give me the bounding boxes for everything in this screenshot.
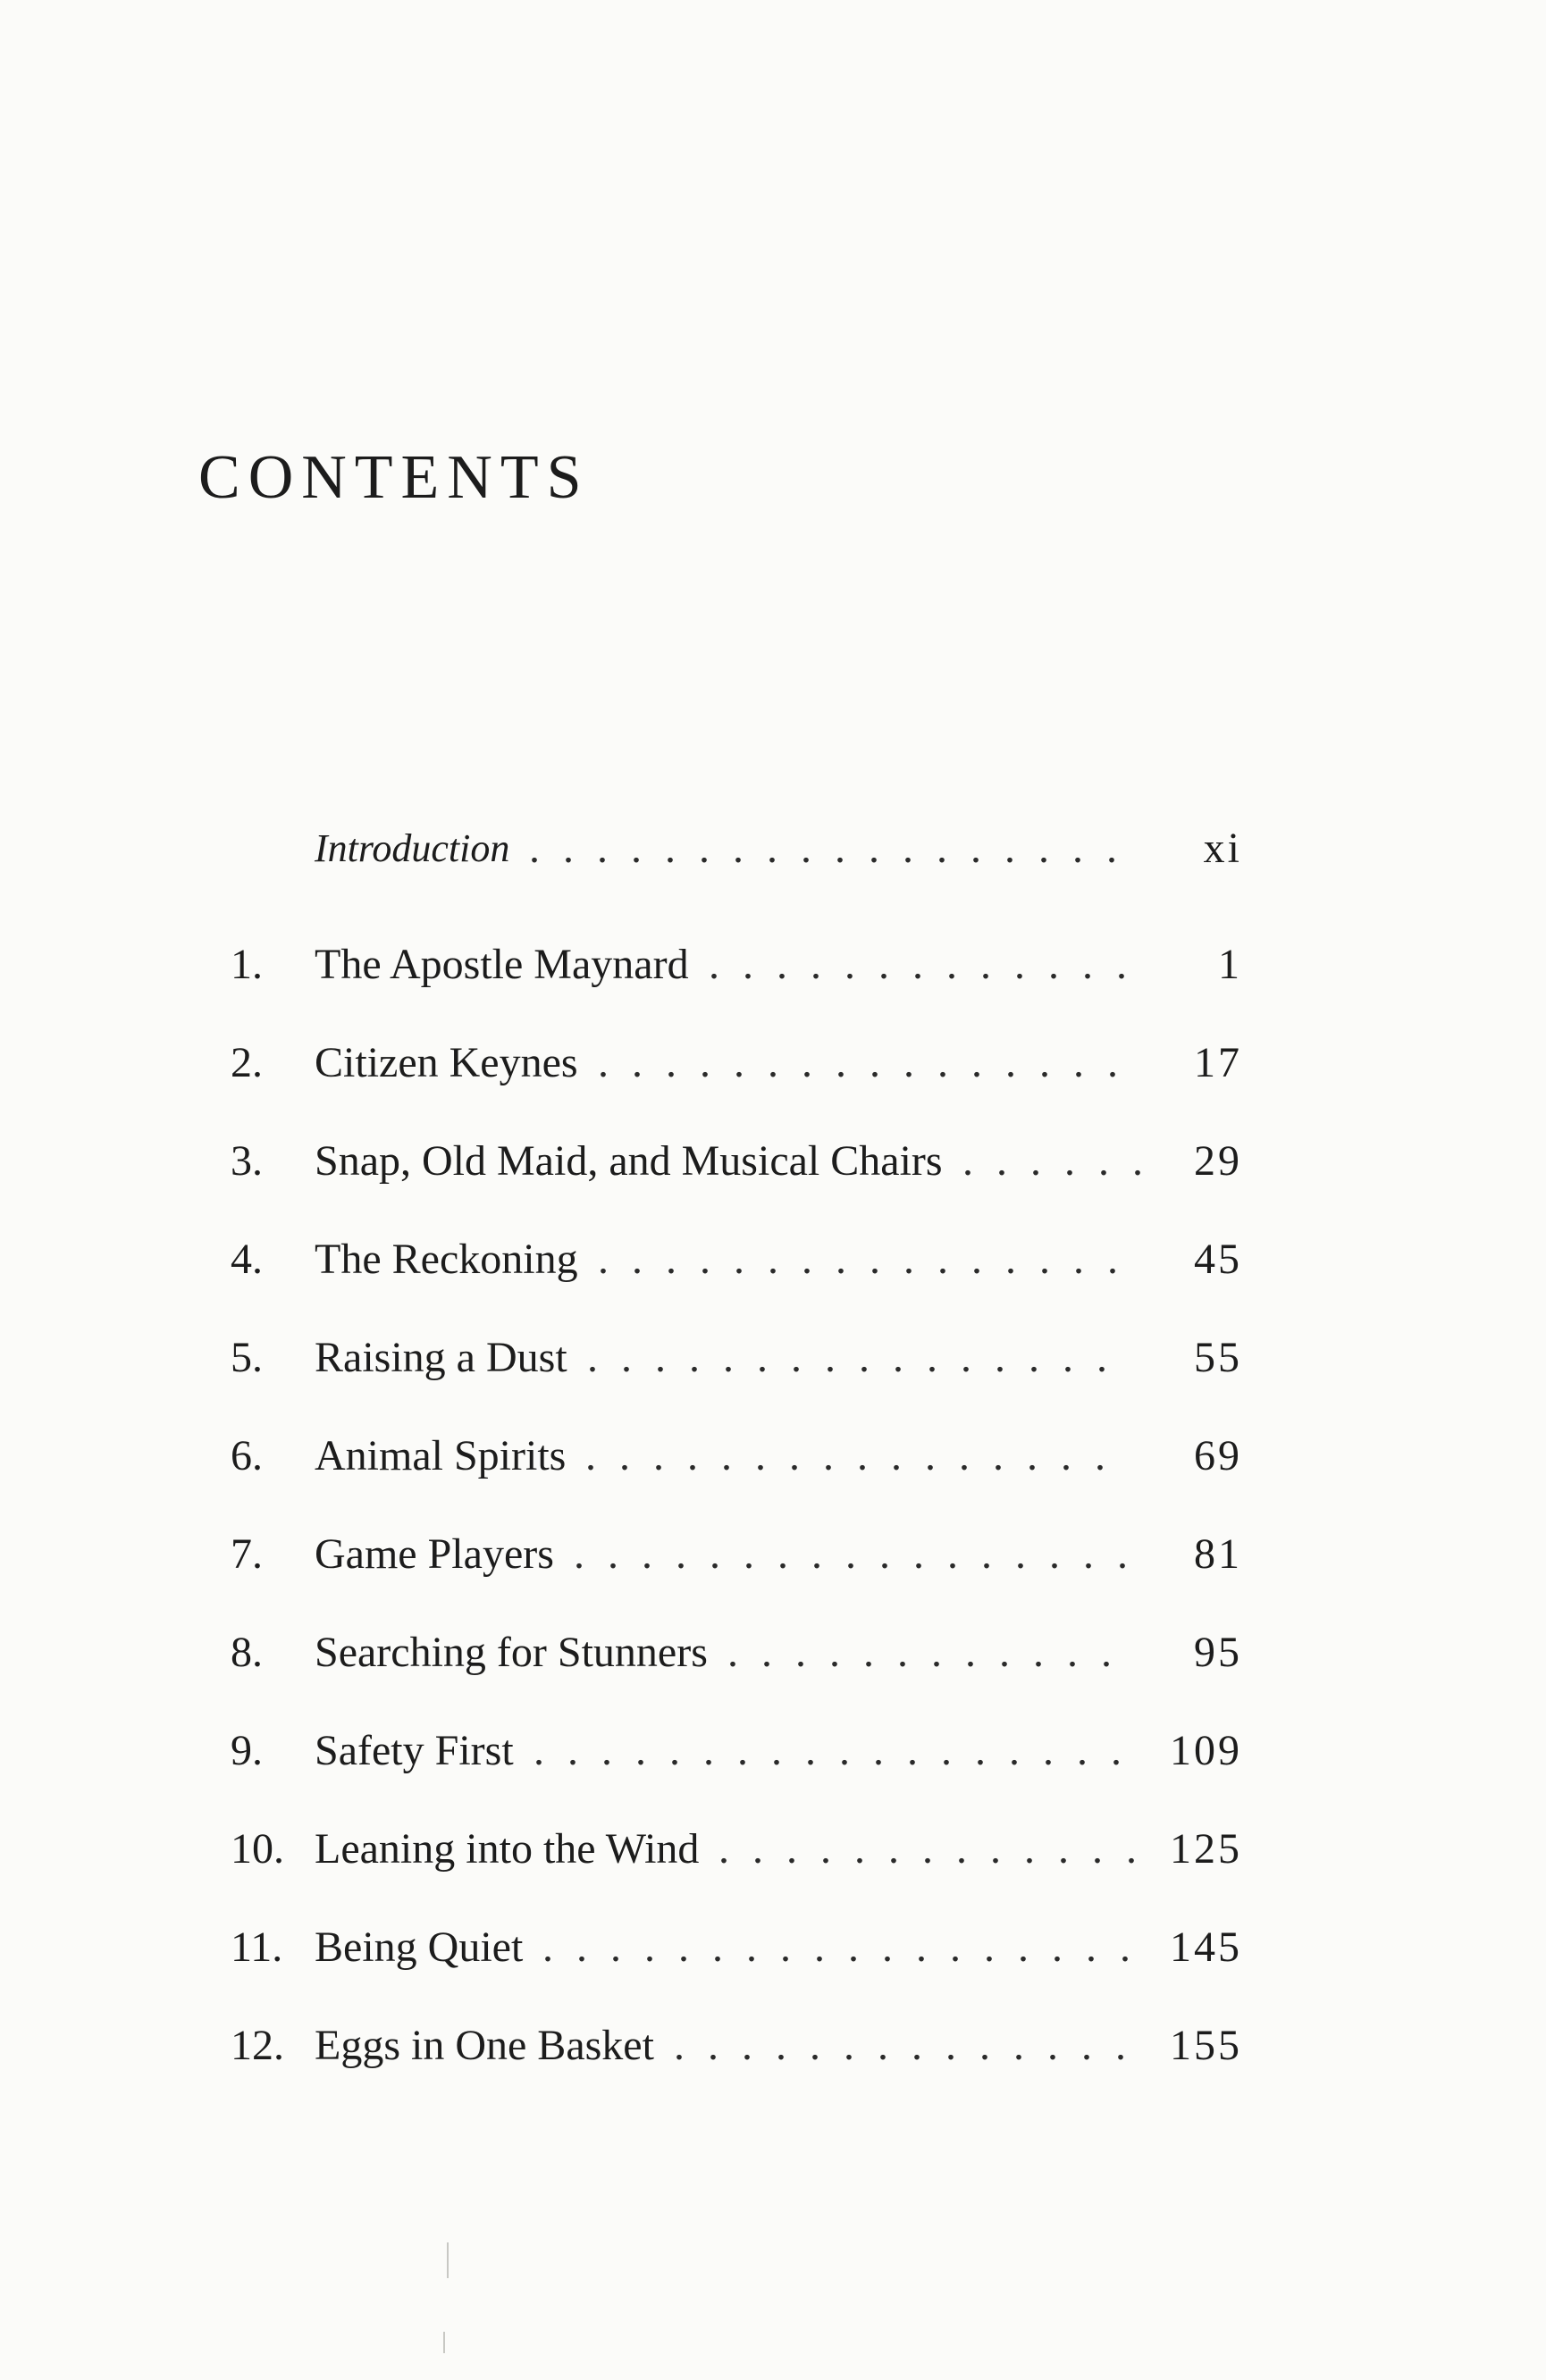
chapter-number: 9. — [231, 1727, 263, 1774]
page-number: 55 — [1194, 1334, 1242, 1381]
dot-leader: ................ — [585, 1432, 1129, 1479]
dot-leader: .................. — [534, 1727, 1145, 1774]
toc-entry — [0, 1912, 1546, 1983]
page-number: 125 — [1170, 1825, 1242, 1873]
chapter-title: Introduction — [315, 826, 510, 870]
page-title: CONTENTS — [198, 443, 590, 512]
chapter-title: Animal Spirits — [315, 1432, 567, 1479]
page-number: 109 — [1170, 1727, 1242, 1774]
dot-leader: ................. — [574, 1530, 1151, 1578]
dot-leader: ................ — [587, 1334, 1130, 1381]
chapter-number: 10. — [231, 1825, 284, 1873]
chapter-title: Snap, Old Maid, and Musical Chairs — [315, 1137, 943, 1185]
dot-leader: .................. — [529, 825, 1140, 872]
dot-leader: .................. — [542, 1923, 1154, 1971]
chapter-title: Searching for Stunners — [315, 1629, 708, 1676]
toc-entry — [0, 1519, 1546, 1590]
chapter-number: 11. — [231, 1923, 283, 1971]
toc-entry — [0, 813, 1546, 884]
chapter-title: Eggs in One Basket — [315, 2022, 654, 2069]
page-number: 81 — [1194, 1530, 1242, 1578]
chapter-number: 5. — [231, 1334, 263, 1381]
scan-artifact — [443, 2332, 445, 2353]
page-number: 1 — [1218, 941, 1242, 988]
dot-leader: ............ — [727, 1629, 1135, 1676]
toc-entry — [0, 1224, 1546, 1295]
page-number: 45 — [1194, 1236, 1242, 1283]
toc-entry — [0, 1814, 1546, 1885]
chapter-number: 4. — [231, 1236, 263, 1283]
toc-entry — [0, 1420, 1546, 1492]
page-number: 17 — [1194, 1039, 1242, 1086]
page-number: 95 — [1194, 1629, 1242, 1676]
chapter-title: The Reckoning — [315, 1236, 578, 1283]
toc-entry — [0, 929, 1546, 1001]
toc-entry — [0, 1027, 1546, 1099]
page-number: 155 — [1170, 2022, 1242, 2069]
dot-leader: ................ — [598, 1236, 1141, 1283]
toc-entry — [0, 1617, 1546, 1689]
chapter-title: Game Players — [315, 1530, 554, 1578]
page-number: 29 — [1194, 1137, 1242, 1185]
toc-entry — [0, 2010, 1546, 2082]
chapter-title: Leaning into the Wind — [315, 1825, 700, 1873]
page-number: 69 — [1194, 1432, 1242, 1479]
chapter-title: The Apostle Maynard — [315, 941, 689, 988]
dot-leader: .............. — [674, 2022, 1149, 2069]
chapter-title: Safety First — [315, 1727, 514, 1774]
chapter-number: 6. — [231, 1432, 263, 1479]
chapter-number: 12. — [231, 2022, 284, 2069]
chapter-title: Citizen Keynes — [315, 1039, 578, 1086]
chapter-title: Being Quiet — [315, 1923, 524, 1971]
dot-leader: ............. — [709, 941, 1150, 988]
page-number: 145 — [1170, 1923, 1242, 1971]
dot-leader: ................ — [598, 1039, 1141, 1086]
dot-leader: ...... — [962, 1137, 1166, 1185]
chapter-number: 8. — [231, 1629, 263, 1676]
chapter-number: 7. — [231, 1530, 263, 1578]
chapter-number: 1. — [231, 941, 263, 988]
dot-leader: ............. — [718, 1825, 1160, 1873]
chapter-number: 2. — [231, 1039, 263, 1086]
toc-entry — [0, 1126, 1546, 1197]
chapter-number: 3. — [231, 1137, 263, 1185]
toc-entry — [0, 1715, 1546, 1787]
page-number: xi — [1203, 825, 1242, 872]
scan-artifact — [447, 2242, 449, 2278]
chapter-title: Raising a Dust — [315, 1334, 567, 1381]
toc-entry — [0, 1322, 1546, 1394]
